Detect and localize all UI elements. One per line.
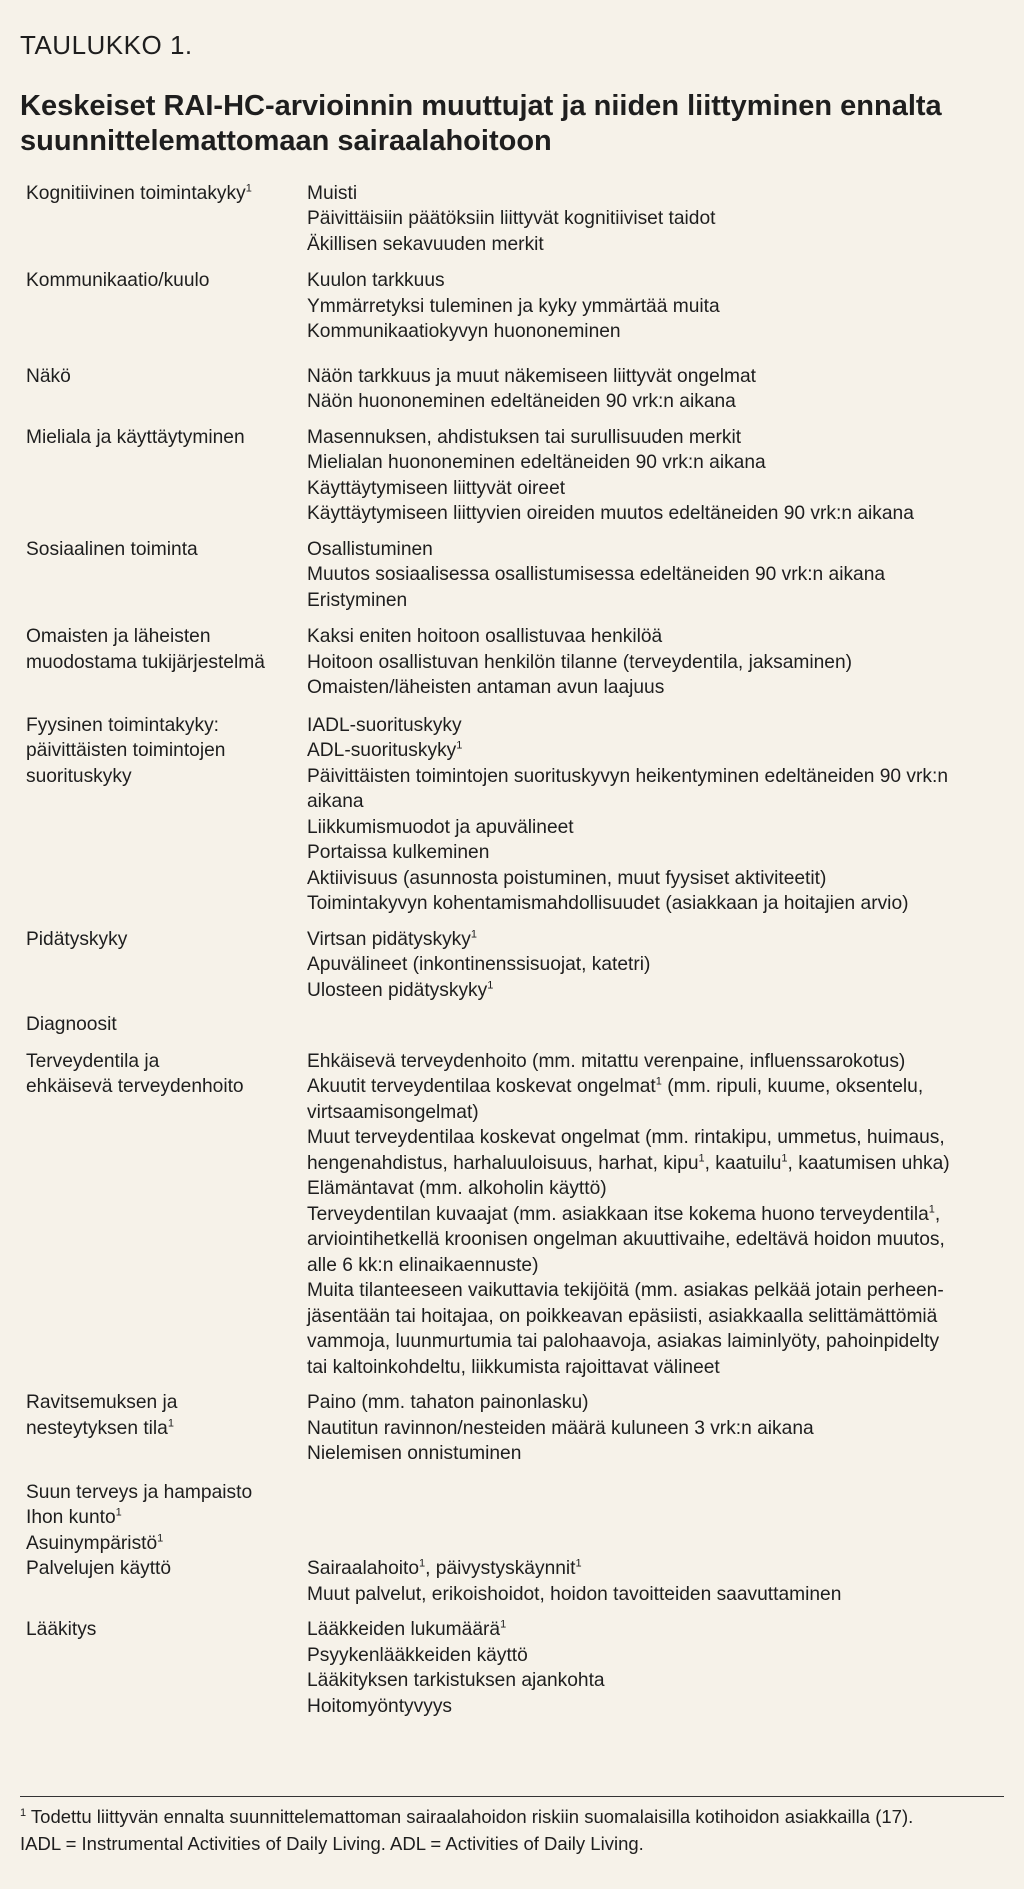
row-category: Omaisten ja läheisten muodostama tukijärjestelmä — [26, 626, 265, 673]
table-row — [20, 713, 1004, 917]
row-items — [307, 624, 1004, 701]
row-item: ADL-suorituskyky$^1$ — [307, 739, 463, 762]
row-item: Akuutit terveydentilaa koskevat ongelmat$^1$ (mm. ripuli, kuume, oksentelu, virtsaamisongelmat) — [307, 1075, 924, 1123]
row-item: Paino (mm. tahaton painonlasku) — [307, 1392, 589, 1414]
row-item: Kaksi eniten hoitoon osallistuvaa henkilöä — [307, 626, 663, 648]
footnote-line-1: $^1$ Todettu liittyvän ennalta suunnittelemattoman sairaalahoidon riskiin suomalaisilla kotihoidon asiakkailla (17). — [20, 1806, 914, 1827]
row-item: Hoitoon osallistuvan henkilön tilanne (terveydentila, jaksaminen) — [307, 651, 853, 673]
table-row — [20, 1012, 1004, 1038]
row-category: Ravitsemuksen ja nesteytyksen tila$^1$ — [26, 1392, 178, 1439]
row-items — [307, 364, 1004, 415]
row-items — [307, 1012, 1004, 1038]
row-item: Lääkkeiden lukumäärä$^1$ — [307, 1618, 507, 1641]
row-item: Käyttäytymiseen liittyvien oireiden muutos edeltäneiden 90 vrk:n aikana — [307, 503, 914, 525]
footnote — [20, 1796, 1004, 1857]
row-category: Mieliala ja käyttäytyminen — [26, 426, 245, 448]
row-items — [307, 268, 1004, 345]
row-item: Portaissa kulkeminen — [307, 842, 490, 864]
row-category: Kommunikaatio/kuulo — [26, 270, 210, 292]
row-item: Äkillisen sekavuuden merkit — [307, 233, 544, 255]
row-item: Apuvälineet (inkontinenssisuojat, katetri) — [307, 954, 651, 976]
row-category: Kognitiivinen toimintakyky$^1$ — [26, 182, 252, 204]
table-title: Keskeiset RAI-HC-arvioinnin muuttujat ja niiden liittyminen ennalta suunnittelemattomaan sairaalahoitoon — [20, 90, 942, 157]
row-item: Psyykenlääkkeiden käyttö — [307, 1644, 528, 1666]
table-label: TAULUKKO 1. — [20, 30, 193, 60]
row-item: Aktiivisuus (asunnosta poistuminen, muut fyysiset aktiviteetit) — [307, 867, 827, 889]
row-items — [307, 181, 1004, 258]
row-item: IADL-suorituskyky — [307, 714, 462, 736]
row-items — [307, 1480, 1004, 1506]
table-row — [20, 927, 1004, 1004]
row-item: Kommunikaatiokyvyn huononeminen — [307, 321, 621, 343]
row-item: Mielialan huononeminen edeltäneiden 90 vrk:n aikana — [307, 452, 766, 474]
row-item: Omaisten/läheisten antaman avun laajuus — [307, 677, 665, 699]
table-row — [20, 181, 1004, 258]
row-item: Masennuksen, ahdistuksen tai surullisuuden merkit — [307, 426, 742, 448]
row-item: Nielemisen onnistuminen — [307, 1443, 522, 1465]
row-category: Lääkitys — [26, 1619, 97, 1641]
row-item: Terveydentilan kuvaajat (mm. asiakkaan itse kokema huono terveydentila$^1$, arviointihetkellä kroonisen ongelman akuuttivaihe, edeltävä hoidon muutos, alle 6 kk:n elinaikaennuste) — [307, 1203, 945, 1276]
row-items — [307, 1390, 1004, 1467]
row-items — [307, 927, 1004, 1004]
row-items — [307, 537, 1004, 614]
row-category: Ihon kunto$^1$ — [26, 1506, 122, 1529]
row-item: Muita tilanteeseen vaikuttavia tekijöitä (mm. asiakas pelkää jotain perheen- jäsentään tai hoitajaa, on poikkeavan epäsiisti, asiakkaalla selittämättömiä vammoja, luunmurtumia tai palohaavoja, asiakas laiminlyöty, pahoinpidelty tai kaltoinkohdeltu, liikkumista rajoittavat välineet — [307, 1280, 944, 1378]
row-category: Terveydentila ja ehkäisevä terveydenhoito — [26, 1050, 244, 1098]
row-item: Osallistuminen — [307, 538, 433, 560]
table-row — [20, 1505, 1004, 1531]
row-item: Kuulon tarkkuus — [307, 270, 445, 292]
row-item: Ulosteen pidätyskyky$^1$ — [307, 979, 494, 1001]
row-items — [307, 425, 1004, 527]
row-item: Näön tarkkuus ja muut näkemiseen liittyvät ongelmat — [307, 365, 756, 387]
row-category: Pidätyskyky — [26, 928, 128, 950]
table-row — [20, 624, 1004, 701]
row-item: Hoitomyöntyvyys — [307, 1695, 453, 1717]
row-item: Näön huononeminen edeltäneiden 90 vrk:n aikana — [307, 391, 736, 413]
row-item: Elämäntavat (mm. alkoholin käyttö) — [307, 1178, 607, 1200]
footnote-line-2: IADL = Instrumental Activities of Daily Living. ADL = Activities of Daily Living. — [20, 1833, 644, 1854]
row-items — [307, 1617, 1004, 1719]
table-row — [20, 1480, 1004, 1506]
row-item: Muut terveydentilaa koskevat ongelmat (mm. rintakipu, ummetus, huimaus, hengenahdistus, harhaluuloisuus, harhat, kipu$^1$, kaatuilu$^1$, kaatumisen uhka) — [307, 1127, 950, 1174]
row-category: Diagnoosit — [26, 1014, 117, 1036]
row-item: Muut palvelut, erikoishoidot, hoidon tavoitteiden saavuttaminen — [307, 1583, 842, 1605]
row-items — [307, 713, 1004, 917]
row-items — [307, 1556, 1004, 1607]
table-row — [20, 1531, 1004, 1557]
row-item: Virtsan pidätyskyky$^1$ — [307, 928, 477, 950]
row-category: Näkö — [26, 365, 71, 387]
table-row — [20, 1617, 1004, 1719]
row-item: Muisti — [307, 182, 358, 204]
row-item: Toimintakyvyn kohentamismahdollisuudet (asiakkaan ja hoitajien arvio) — [307, 893, 909, 915]
row-item: Muutos sosiaalisessa osallistumisessa edeltäneiden 90 vrk:n aikana — [307, 564, 886, 586]
row-item: Sairaalahoito$^1$, päivystyskäynnit$^1$ — [307, 1557, 582, 1580]
row-item: Päivittäisten toimintojen suorituskyvyn heikentyminen edeltäneiden 90 vrk:n aikana — [307, 765, 949, 813]
row-category: Suun terveys ja hampaisto — [26, 1481, 253, 1503]
table-row — [20, 364, 1004, 415]
row-item: Liikkumismuodot ja apuvälineet — [307, 816, 574, 838]
table-row — [20, 268, 1004, 345]
row-category: Fyysinen toimintakyky: päivittäisten toimintojen suorituskyky — [26, 714, 226, 787]
row-item: Käyttäytymiseen liittyvät oireet — [307, 477, 566, 499]
row-category: Sosiaalinen toiminta — [26, 538, 198, 560]
row-item: Lääkityksen tarkistuksen ajankohta — [307, 1670, 605, 1692]
table-row — [20, 537, 1004, 614]
row-category: Asuinympäristö$^1$ — [26, 1532, 164, 1554]
row-item: Päivittäisiin päätöksiin liittyvät kognitiiviset taidot — [307, 208, 716, 230]
row-items — [307, 1505, 1004, 1531]
table-row — [20, 425, 1004, 527]
row-items — [307, 1531, 1004, 1557]
row-item: Eristyminen — [307, 589, 408, 611]
row-item: Ehkäisevä terveydenhoito (mm. mitattu verenpaine, influenssarokotus) — [307, 1050, 906, 1072]
row-item: Nautitun ravinnon/nesteiden määrä kuluneen 3 vrk:n aikana — [307, 1417, 814, 1439]
table-row — [20, 1049, 1004, 1381]
table-row — [20, 1390, 1004, 1467]
row-item: Ymmärretyksi tuleminen ja kyky ymmärtää muita — [307, 295, 720, 317]
table-row — [20, 1556, 1004, 1607]
row-items — [307, 1049, 1004, 1381]
row-category: Palvelujen käyttö — [26, 1558, 172, 1580]
table-body — [20, 181, 1004, 1720]
